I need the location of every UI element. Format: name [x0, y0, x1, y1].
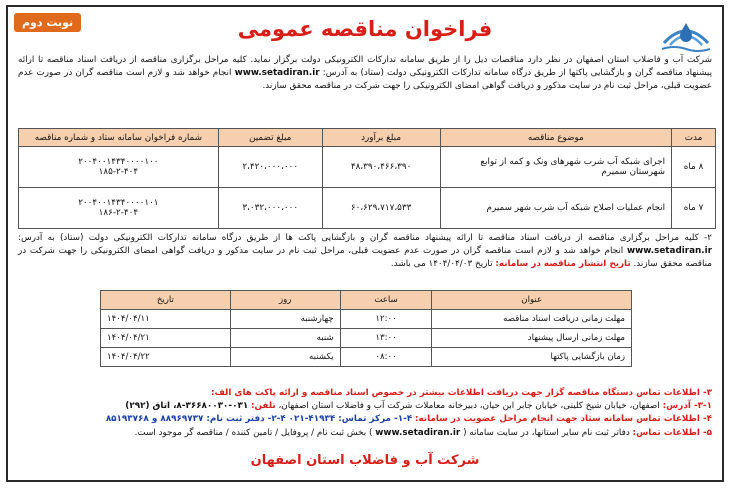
- table-row: [101, 310, 632, 329]
- address-label: ۳-۱- آدرس:: [662, 401, 712, 412]
- row-time: ۱۲:۰۰: [340, 310, 432, 329]
- col-guarantee: مبلغ تضمین: [218, 129, 322, 147]
- page-title: فراخوان مناقصه عمومی: [237, 17, 493, 41]
- row-subject: انجام عملیات اصلاح شبکه آب شرب شهر سمیرم: [440, 188, 672, 229]
- tender-notice: [6, 5, 724, 482]
- table-row: [101, 329, 632, 348]
- contact-line-4: [18, 427, 712, 440]
- call-number: ۲۰۰۴۰۰۱۴۳۴۰۰۰۰۱۰۱: [78, 198, 159, 208]
- row-time: ۱۳:۰۰: [340, 329, 432, 348]
- registration-office: ۴-۲- دفتر ثبت نام: ۸۸۹۶۹۷۳۷ و ۸۵۱۹۳۷۶۸: [105, 414, 286, 425]
- col-estimate: مبلغ برآورد: [322, 129, 440, 147]
- call-number: ۲۰۰۴۰۰۱۴۳۴۰۰۰۰۱۰۰: [78, 157, 159, 167]
- call-center: ۴-۱- مرکز تماس: ۴۱۹۳۴-۰۲۱: [288, 414, 413, 425]
- row-date: ۱۴۰۴/۰۴/۲۱: [101, 329, 231, 348]
- publish-date: تاریخ ۱۴۰۴/۰۴/۰۳ می باشد.: [390, 259, 493, 269]
- phone-label: تلفن:: [250, 401, 276, 412]
- col-date: تاریخ: [101, 291, 231, 310]
- row-estimate: ۴۸،۳۹۰،۴۶۶،۳۹۰: [322, 147, 440, 188]
- row-call-number: [19, 147, 219, 188]
- row-duration: ۷ ماه: [672, 188, 716, 229]
- tenders-table-header: [19, 129, 716, 147]
- row-duration: ۸ ماه: [672, 147, 716, 188]
- intro-text-after: انجام خواهد شد و لازم است مناقصه گران در صورت عدم عضویت قبلی، مراحل ثبت نام در سایت مذکور و دریافت گواهی امضای الکترونیکی را جهت شرکت در مناقصه محقق سازند.: [18, 68, 712, 91]
- setadiran-link[interactable]: www.setadiran.ir: [234, 68, 320, 78]
- contact-line-1: [18, 387, 712, 400]
- tenders-table: [18, 128, 716, 229]
- tender-number: ۱۸۶-۲-۴۰۴: [98, 208, 139, 218]
- row-call-number: [19, 188, 219, 229]
- section-2-text-after: انجام خواهد شد و لازم است مناقصه گران در صورت عدم عضویت قبلی، مراحل ثبت نام در سایت مذکور و دریافت گواهی امضای الکترونیکی را جهت شرکت در مناقصه محقق سازند.: [18, 246, 712, 269]
- row-time: ۰۸:۰۰: [340, 348, 432, 367]
- col-subject: موضوع مناقصه: [440, 129, 672, 147]
- section-2-text: ۲- کلیه مراحل برگزاری مناقصه از دریافت اسناد مناقصه تا ارائه پیشنهاد مناقصه گران و بازگشایی پاکت ها از طریق درگاه سامانه تدارکات الکترونیکی دولت (ستاد) به آدرس:: [18, 233, 712, 243]
- col-time: ساعت: [340, 291, 432, 310]
- row-day: شنبه: [230, 329, 340, 348]
- row-subject: اجرای شبکه آب شرب شهرهای ونک و کمه از توابع شهرستان سمیرم: [440, 147, 672, 188]
- phone-number: ۰۳۱-۳۶۶۸۰۰۳۰-۸، اتاق (۲۹۲): [125, 401, 249, 412]
- company-signature: شرکت آب و فاضلاب استان اصفهان: [250, 453, 480, 468]
- row-guarantee: ۳،۰۳۲،۰۰۰،۰۰۰: [218, 188, 322, 229]
- col-title: عنوان: [432, 291, 632, 310]
- setadiran-link[interactable]: www.setadiran.ir: [375, 427, 461, 438]
- row-date: ۱۴۰۴/۰۴/۱۱: [101, 310, 231, 329]
- row-title: زمان بازگشایی پاکتها: [432, 348, 632, 367]
- contact-info-label: ۵- اطلاعات تماس:: [632, 427, 712, 438]
- schedule-table-header: [101, 291, 632, 310]
- col-call-number: شماره فراخوان سامانه ستاد و شماره مناقصه: [19, 129, 219, 147]
- contact-heading: ۳- اطلاعات تماس دستگاه مناقصه گزار جهت دریافت اطلاعات بیشتر در خصوص اسناد مناقصه و ارائه پاکت های الف:: [211, 388, 712, 398]
- publish-date-label: تاریخ انتشار مناقصه در سامانه:: [495, 259, 631, 269]
- contact-info: [18, 387, 712, 440]
- table-row: [101, 348, 632, 367]
- table-row: [19, 188, 716, 229]
- tender-number: ۱۸۵-۲-۴۰۴: [98, 167, 139, 177]
- row-title: مهلت زمانی ارسال پیشنهاد: [432, 329, 632, 348]
- col-duration: مدت: [672, 129, 716, 147]
- col-day: روز: [230, 291, 340, 310]
- contact-info-text: دفاتر ثبت نام سایر استانها، در سایت سامانه (: [463, 427, 630, 438]
- table-row: [19, 147, 716, 188]
- address-text: اصفهان، خیابان شیخ کلینی، خیابان جابر ابن حیان، دبیرخانه معاملات شرکت آب و فاضلاب استان اصفهان،: [278, 401, 660, 412]
- setad-contact-label: ۴- اطلاعات تماس سامانه ستاد جهت انجام مراحل عضویت در سامانه:: [414, 414, 712, 425]
- round-badge: نوبت دوم: [14, 13, 81, 32]
- row-date: ۱۴۰۴/۰۴/۲۲: [101, 348, 231, 367]
- setadiran-link[interactable]: www.setadiran.ir: [626, 246, 712, 256]
- row-estimate: ۶۰،۶۲۹،۷۱۷،۵۳۳: [322, 188, 440, 229]
- contact-line-2: [18, 400, 712, 413]
- contact-line-3: [18, 413, 712, 426]
- row-day: چهارشنبه: [230, 310, 340, 329]
- row-day: یکشنبه: [230, 348, 340, 367]
- section-2-paragraph: [18, 232, 712, 271]
- contact-info-after: ) بخش ثبت نام / پروفایل / تامین کننده / مناقصه گر موجود است.: [134, 427, 373, 438]
- schedule-table: [100, 290, 632, 367]
- intro-paragraph: [18, 54, 712, 93]
- row-title: مهلت زمانی دریافت اسناد مناقصه: [432, 310, 632, 329]
- row-guarantee: ۲،۴۲۰،۰۰۰،۰۰۰: [218, 147, 322, 188]
- intro-text: شرکت آب و فاضلاب استان اصفهان در نظر دارد مناقصات ذیل را از طریق سامانه تدارکات الکترونیکی دولت برگزار نماید. کلیه مراحل برگزاری مناقصه از دریافت اسناد مناقصه تا ارائه پیشنهاد مناقصه گران و بازگشایی پاکتها از طریق درگاه سامانه تدارکات الکترونیکی دولت (ستاد) به آدرس:: [18, 55, 713, 78]
